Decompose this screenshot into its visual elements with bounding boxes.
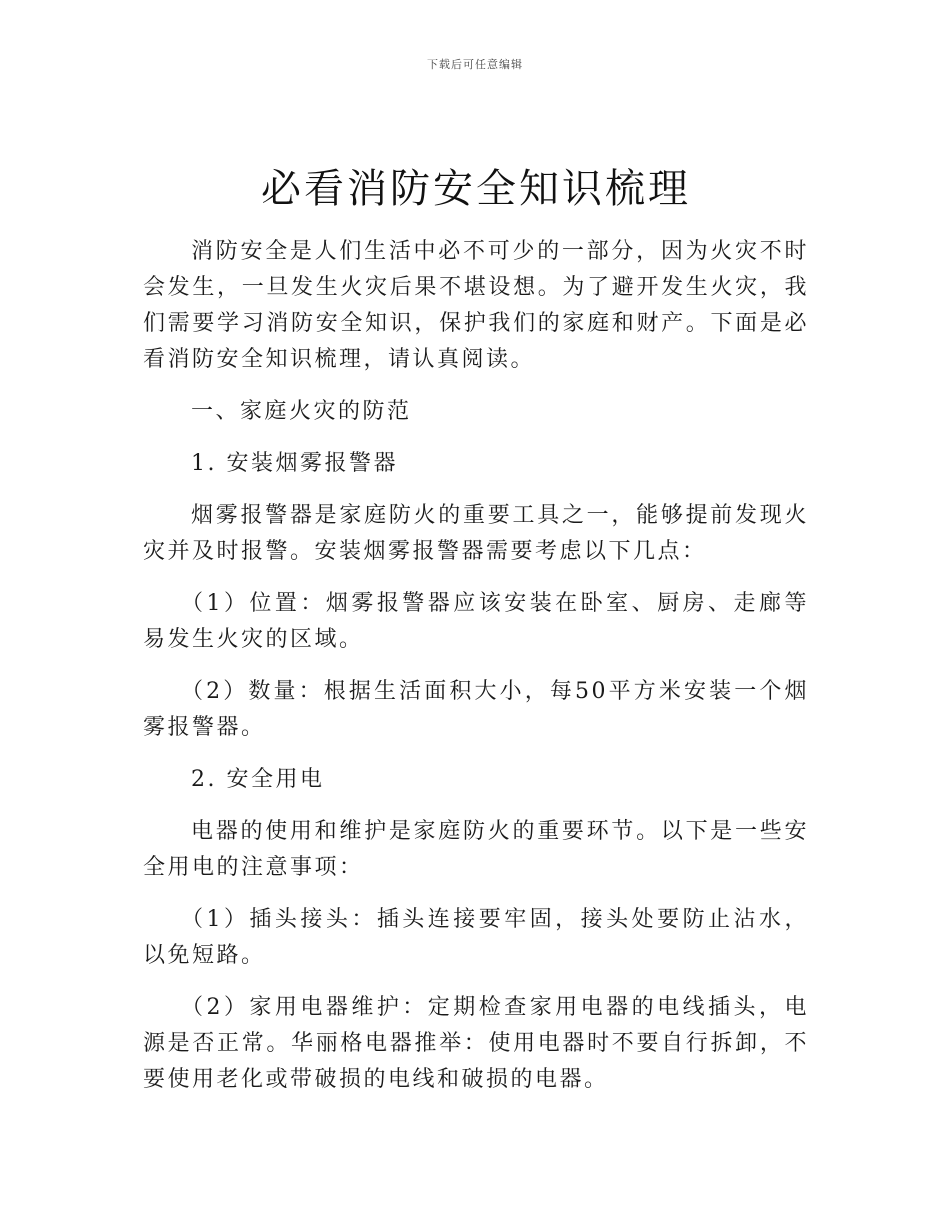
section-heading-home-fire-prevention: 一、家庭火灾的防范 <box>191 399 412 424</box>
subsection-heading-electrical-safety: 2. 安全用电 <box>191 767 325 792</box>
smoke-alarm-location-item: （1）位置：烟雾报警器应该安装在卧室、厨房、走廊等易发生火灾的区域。 <box>143 591 809 652</box>
intro-paragraph: 消防安全是人们生活中必不可少的一部分，因为火灾不时会发生，一旦发生火灾后果不堪设想。为了避开发生火灾，我们需要学习消防安全知识，保护我们的家庭和财产。下面是必看消防安全知识梳理，请认真阅读。 <box>143 239 809 372</box>
page-header-note: 下载后可任意编辑 <box>427 58 523 71</box>
plug-connection-item: （1）插头接头：插头连接要牢固，接头处要防止沾水，以免短路。 <box>143 907 809 968</box>
smoke-alarm-quantity-item: （2）数量：根据生活面积大小，每50平方米安装一个烟雾报警器。 <box>143 679 809 740</box>
document-body <box>143 158 809 1114</box>
subsection-heading-smoke-alarm: 1. 安装烟雾报警器 <box>191 451 398 476</box>
appliance-maintenance-item: （2）家用电器维护：定期检查家用电器的电线插头，电源是否正常。华丽格电器推举：使用电器时不要自行拆卸，不要使用老化或带破损的电线和破损的电器。 <box>143 995 809 1092</box>
electrical-safety-paragraph: 电器的使用和维护是家庭防火的重要环节。以下是一些安全用电的注意事项： <box>143 819 809 880</box>
document-title: 必看消防安全知识梳理 <box>261 166 691 212</box>
smoke-alarm-paragraph: 烟雾报警器是家庭防火的重要工具之一，能够提前发现火灾并及时报警。安装烟雾报警器需要考虑以下几点： <box>143 503 809 564</box>
